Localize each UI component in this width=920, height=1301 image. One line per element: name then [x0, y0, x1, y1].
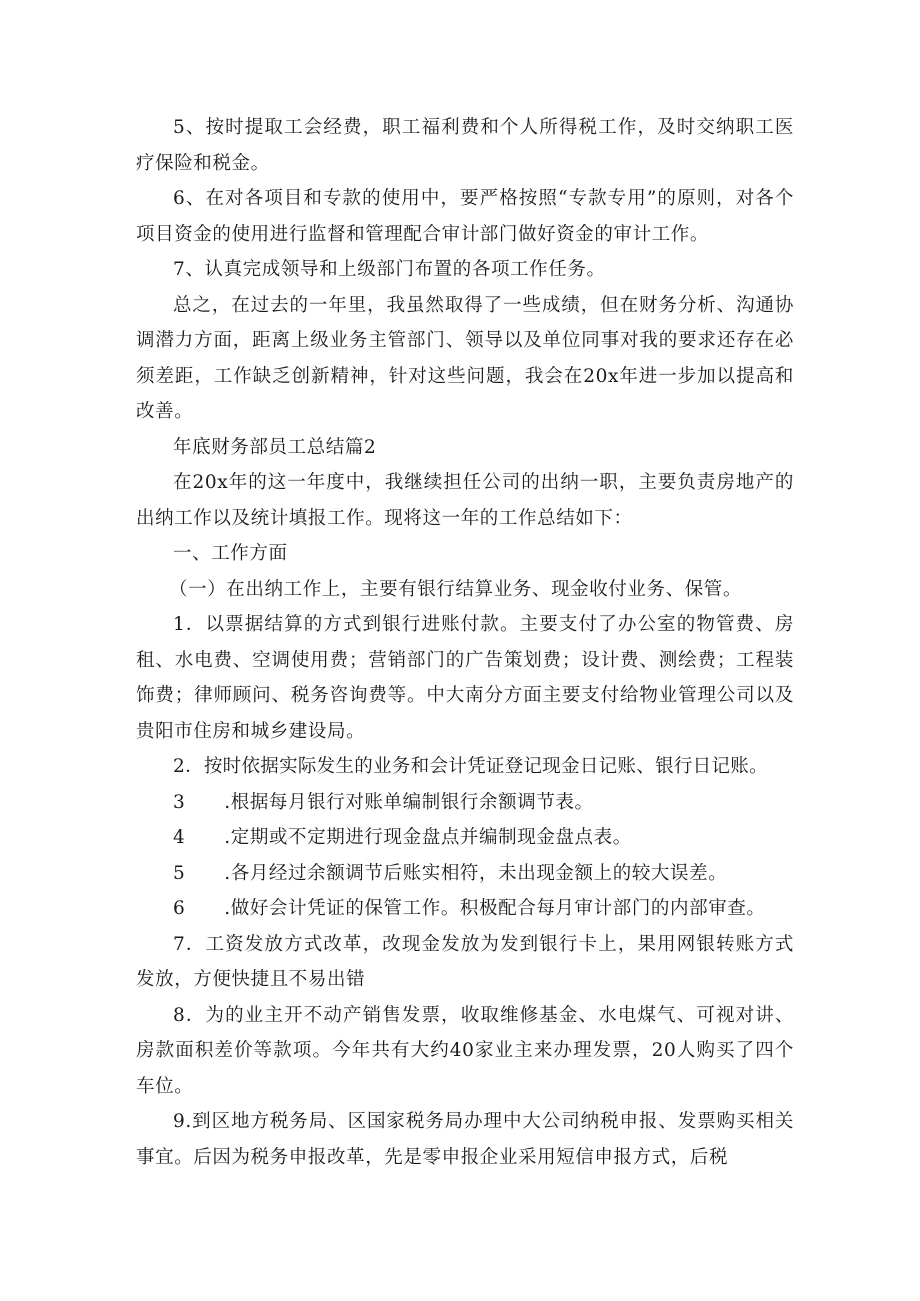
paragraph-item-5: 5、按时提取工会经费，职工福利费和个人所得税工作，及时交纳职工医疗保险和税金。: [136, 117, 794, 174]
list-item-5: 5 .各月经过余额调节后账实相符，未出现金额上的较大误差。: [173, 862, 728, 884]
paragraph-item-7: 7、认真完成领导和上级部门布置的各项工作任务。: [173, 259, 606, 280]
list-item-7: 7．工资发放方式改革，改现金发放为发到银行卡上，果用网银转账方式发放，方便快捷且不易出错: [136, 933, 794, 990]
section-heading-work: 一、工作方面: [173, 543, 288, 564]
section-title: 年底财务部员工总结篇2: [173, 436, 377, 458]
paragraph-summary: 总之，在过去的一年里，我虽然取得了一些成绩，但在财务分析、沟通协调潜力方面，距离上级业务主管部门、领导以及单位同事对我的要求还存在必须差距，工作缺乏创新精神，针对这些问题，我会在20x年进一步加以提高和改善。: [136, 294, 794, 422]
paragraph-item-6: 6、在对各项目和专款的使用中，要严格按照“专款专用”的原则，对各个项目资金的使用进行监督和管理配合审计部门做好资金的审计工作。: [136, 188, 794, 245]
list-item-3: 3 .根据每月银行对账单编制银行余额调节表。: [173, 791, 594, 813]
list-item-4: 4 .定期或不定期进行现金盘点并编制现金盘点表。: [173, 827, 632, 848]
list-item-6: 6 .做好会计凭证的保管工作。积极配合每月审计部门的内部审查。: [173, 898, 766, 919]
subsection-heading-cashier: （一）在出纳工作上，主要有银行结算业务、现金收付业务、保管。: [169, 578, 743, 600]
list-item-8: 8．为的业主开不动产销售发票，收取维修基金、水电煤气、可视对讲、房款面积差价等款项。今年共有大约40家业主来办理发票，20人购买了四个车位。: [136, 1004, 794, 1097]
list-item-2: 2．按时依据实际发生的业务和会计凭证登记现金日记账、银行日记账。: [173, 756, 768, 777]
document-page: [136, 110, 794, 1175]
list-item-9: 9.到区地方税务局、区国家税务局办理中大公司纳税申报、发票购买相关事宜。后因为税务申报改革，先是零申报企业采用短信申报方式，后税: [136, 1111, 794, 1168]
list-item-1: 1．以票据结算的方式到银行进账付款。主要支付了办公室的物管费、房租、水电费、空调使用费；营销部门的广告策划费；设计费、测绘费；工程装饰费；律师顾问、税务咨询费等。中大南分方面主要支付给物业管理公司以及贵阳市住房和城乡建设局。: [136, 614, 794, 742]
paragraph-intro: 在20x年的这一年度中，我继续担任公司的出纳一职，主要负责房地产的出纳工作以及统计填报工作。现将这一年的工作总结如下：: [136, 472, 794, 529]
